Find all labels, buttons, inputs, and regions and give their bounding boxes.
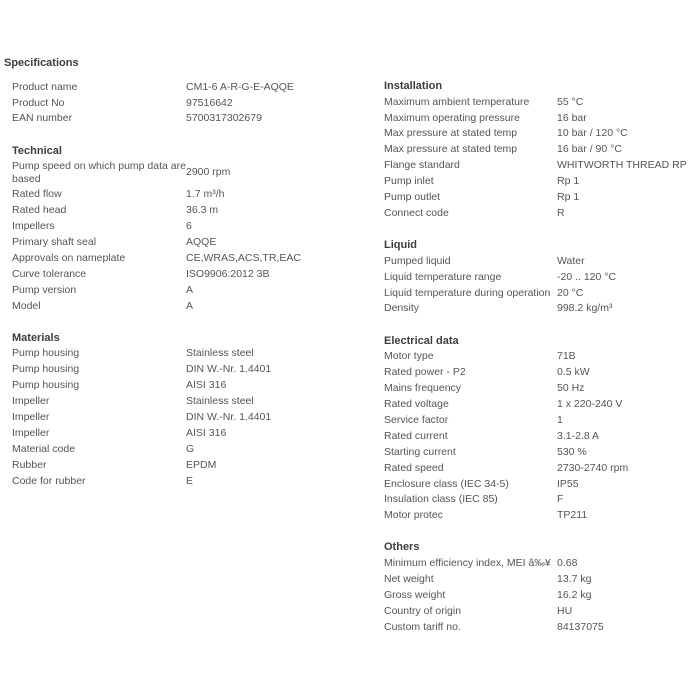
spec-row: [384, 476, 696, 492]
spec-value: DIN W.-Nr. 1.4401: [186, 411, 272, 424]
spec-value: R: [557, 206, 565, 219]
spec-row: [384, 412, 696, 428]
spec-value: Rp 1: [557, 191, 580, 204]
spec-value: 55 °C: [557, 95, 584, 108]
spec-label: EAN number: [12, 112, 73, 125]
right-column: [384, 78, 696, 651]
spec-label: Rated speed: [384, 461, 444, 474]
spec-row: [12, 409, 372, 425]
spec-row: [12, 362, 372, 378]
spec-value: 36.3 m: [186, 204, 219, 217]
spec-value: EPDM: [186, 458, 217, 471]
spec-row: [384, 301, 696, 317]
spec-row: [384, 126, 696, 142]
spec-row: [384, 285, 696, 301]
spec-label: Pump version: [12, 283, 77, 296]
spec-row: [12, 79, 372, 95]
spec-value: Rp 1: [557, 175, 580, 188]
spec-value: 5700317302679: [186, 112, 262, 125]
spec-label: Service factor: [384, 413, 449, 426]
spec-label: Flange standard: [384, 159, 460, 172]
spec-value: -20 .. 120 °C: [557, 270, 617, 283]
spec-label: Minimum efficiency index, MEI â‰¥: [384, 557, 551, 570]
spec-row: [12, 266, 372, 282]
spec-row: [384, 460, 696, 476]
spec-value: 1.7 m³/h: [186, 188, 225, 201]
spec-row: [12, 393, 372, 409]
spec-label: Rated current: [384, 429, 448, 442]
spec-row: [12, 218, 372, 234]
spec-label: Country of origin: [384, 604, 462, 617]
spec-label: Rated flow: [12, 188, 62, 201]
spec-value: IP55: [557, 477, 579, 490]
spec-value: AQQE: [186, 236, 217, 249]
spec-value: 6: [186, 220, 192, 233]
spec-row: [384, 508, 696, 524]
spec-value: A: [186, 299, 194, 312]
section-title: Others: [384, 541, 420, 554]
section-title: Liquid: [384, 239, 417, 252]
spec-value: G: [186, 442, 195, 455]
spec-value: AISI 316: [186, 379, 227, 392]
spec-value: 1: [557, 413, 563, 426]
spec-row: [384, 603, 696, 619]
spec-value: A: [186, 283, 194, 296]
spec-label: Product name: [12, 80, 78, 93]
spec-label: Starting current: [384, 445, 456, 458]
spec-row: [12, 111, 372, 127]
spec-value: 1 x 220-240 V: [557, 398, 623, 411]
spec-label: Pumped liquid: [384, 254, 451, 267]
spec-row: [12, 95, 372, 111]
spec-label: Liquid temperature range: [384, 270, 502, 283]
spec-row: [384, 189, 696, 205]
section-others: [384, 539, 696, 634]
spec-value: 16.2 kg: [557, 588, 592, 601]
spec-label: Impeller: [12, 426, 50, 439]
spec-label: Code for rubber: [12, 474, 86, 487]
spec-label: Pump housing: [12, 379, 80, 392]
spec-value: Stainless steel: [186, 395, 254, 408]
spec-value: CE,WRAS,ACS,TR,EAC: [186, 251, 301, 264]
spec-row: [12, 346, 372, 362]
spec-label: Pump housing: [12, 363, 80, 376]
spec-label: Motor type: [384, 350, 434, 363]
spec-row: [384, 173, 696, 189]
spec-row: [384, 444, 696, 460]
section-title: Materials: [12, 331, 60, 344]
spec-value: 3.1-2.8 A: [557, 429, 600, 442]
spec-row: [12, 473, 372, 489]
spec-label: Density: [384, 302, 420, 315]
spec-value: 0.68: [557, 557, 578, 570]
spec-label: Rated power - P2: [384, 366, 466, 379]
spec-row: [12, 457, 372, 473]
spec-value: 13.7 kg: [557, 573, 592, 586]
spec-value: 2730-2740 rpm: [557, 461, 629, 474]
section-title: Electrical data: [384, 334, 459, 347]
spec-label: Enclosure class (IEC 34-5): [384, 477, 509, 490]
page-title: Specifications: [4, 57, 79, 69]
spec-row: [384, 158, 696, 174]
spec-value: ISO9906:2012 3B: [186, 267, 270, 280]
spec-value: AISI 316: [186, 426, 227, 439]
spec-row: [384, 587, 696, 603]
spec-label: Material code: [12, 442, 76, 455]
spec-label: Mains frequency: [384, 382, 462, 395]
spec-label: Net weight: [384, 573, 434, 586]
spec-label: Impeller: [12, 395, 50, 408]
spec-row: [384, 380, 696, 396]
spec-label: Pump inlet: [384, 175, 434, 188]
spec-label: Gross weight: [384, 588, 446, 601]
section-electrical-data: [384, 333, 696, 524]
spec-value: 16 bar / 90 °C: [557, 143, 622, 156]
spec-row: [12, 298, 372, 314]
section-identification: [12, 79, 372, 127]
section-technical: [12, 143, 372, 314]
spec-row: [12, 282, 372, 298]
spec-value: F: [557, 493, 564, 506]
spec-row: [384, 253, 696, 269]
spec-value: 71B: [557, 350, 576, 363]
spec-label: Impeller: [12, 411, 50, 424]
spec-label: Max pressure at stated temp: [384, 127, 518, 140]
spec-row: [12, 378, 372, 394]
spec-label: Rated head: [12, 204, 67, 217]
spec-value: 530 %: [557, 445, 587, 458]
spec-value: 97516642: [186, 96, 233, 109]
spec-row: [384, 492, 696, 508]
spec-label: Maximum operating pressure: [384, 111, 520, 124]
spec-value: 50 Hz: [557, 382, 585, 395]
spec-label: Insulation class (IEC 85): [384, 493, 498, 506]
spec-row: [12, 441, 372, 457]
section-materials: [12, 330, 372, 489]
spec-value: HU: [557, 604, 573, 617]
spec-row: [384, 571, 696, 587]
section-liquid: [384, 237, 696, 317]
spec-row: [384, 365, 696, 381]
spec-label: Liquid temperature during operation: [384, 286, 551, 299]
spec-label: Max pressure at stated temp: [384, 143, 518, 156]
spec-label: Pump outlet: [384, 191, 441, 204]
spec-row: [384, 349, 696, 365]
spec-row: [384, 205, 696, 221]
spec-label: Product No: [12, 96, 65, 109]
spec-row: [384, 269, 696, 285]
spec-value: TP211: [557, 509, 588, 522]
spec-label: Maximum ambient temperature: [384, 95, 530, 108]
spec-value: 0.5 kW: [557, 366, 590, 379]
spec-value: CM1-6 A-R-G-E-AQQE: [186, 80, 294, 93]
spec-label: Pump speed on which pump data are based: [12, 160, 186, 185]
spec-label: Model: [12, 299, 41, 312]
spec-value: 10 bar / 120 °C: [557, 127, 628, 140]
spec-label: Approvals on nameplate: [12, 251, 126, 264]
spec-label: Motor protec: [384, 509, 443, 522]
spec-label: Pump housing: [12, 347, 80, 360]
spec-value: 998.2 kg/m³: [557, 302, 613, 315]
section-title: Technical: [12, 144, 62, 157]
section-installation: [384, 78, 696, 221]
left-column: [12, 79, 372, 505]
spec-label: Connect code: [384, 206, 449, 219]
spec-label: Rubber: [12, 458, 47, 471]
spec-row: [384, 619, 696, 635]
spec-value: 84137075: [557, 620, 604, 633]
spec-row: [12, 203, 372, 219]
spec-label: Curve tolerance: [12, 267, 87, 280]
spec-value: 20 °C: [557, 286, 584, 299]
spec-row: [12, 234, 372, 250]
spec-value: E: [186, 474, 194, 487]
spec-value: DIN W.-Nr. 1.4401: [186, 363, 272, 376]
spec-value: Stainless steel: [186, 347, 254, 360]
spec-value: 2900 rpm: [186, 166, 231, 179]
spec-value: 16 bar: [557, 111, 587, 124]
spec-row: [384, 94, 696, 110]
spec-label: Impellers: [12, 220, 55, 233]
spec-row: [384, 428, 696, 444]
spec-row: [12, 250, 372, 266]
spec-label: Custom tariff no.: [384, 620, 461, 633]
spec-row: [384, 555, 696, 571]
spec-label: Rated voltage: [384, 398, 449, 411]
section-title: Installation: [384, 80, 443, 92]
spec-row: [12, 425, 372, 441]
spec-row: [384, 110, 696, 126]
spec-value: Water: [557, 254, 585, 267]
spec-row: [12, 159, 372, 187]
spec-row: [12, 187, 372, 203]
spec-row: [384, 142, 696, 158]
spec-value: WHITWORTH THREAD RP: [557, 159, 687, 172]
spec-label: Primary shaft seal: [12, 236, 97, 249]
spec-row: [384, 396, 696, 412]
